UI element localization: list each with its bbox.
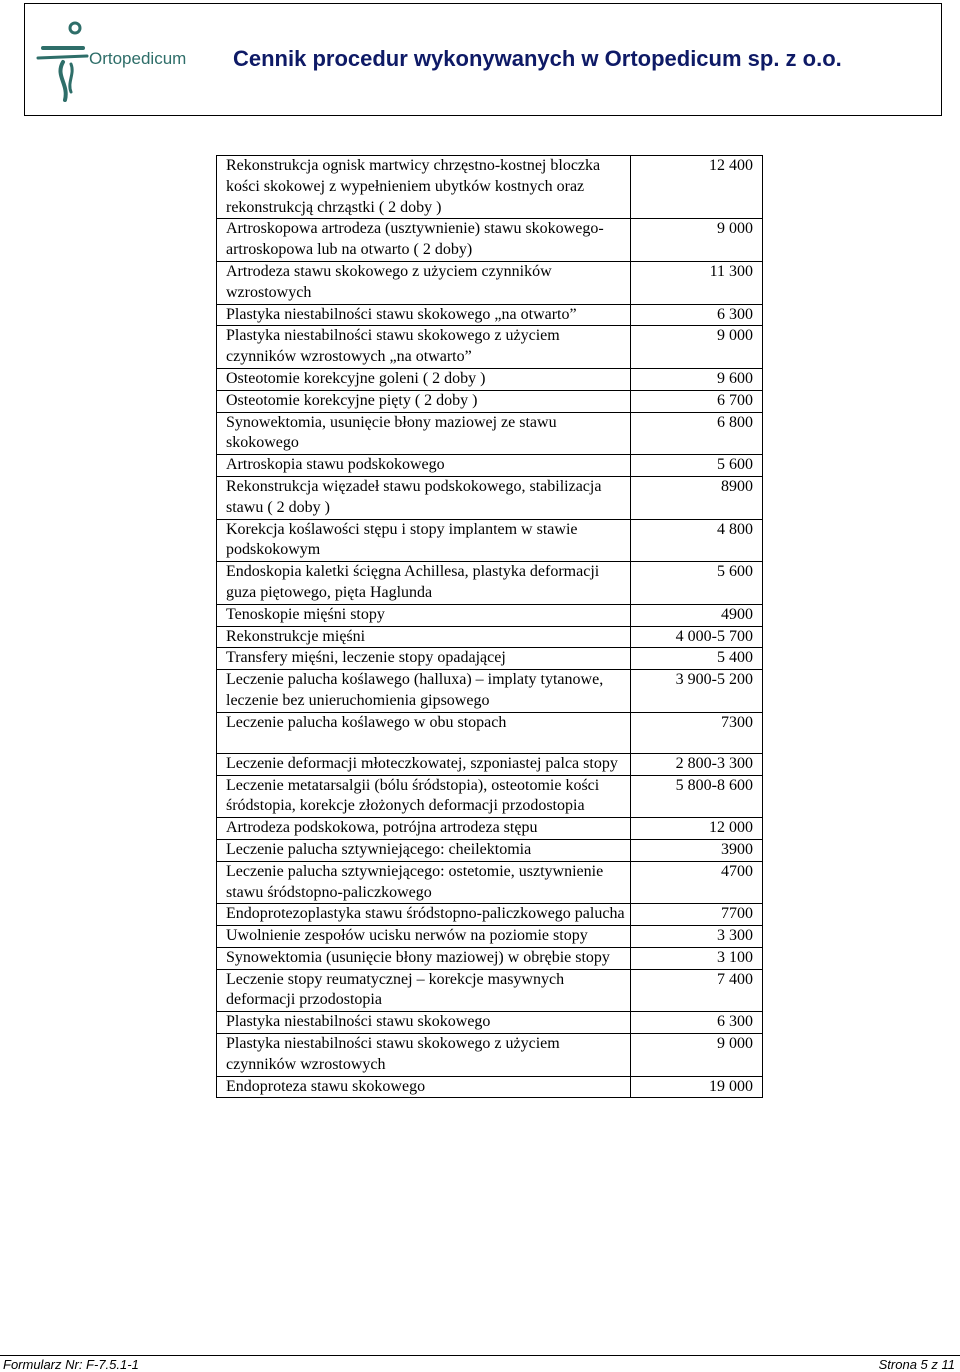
- procedure-cell: Korekcja koślawości stępu i stopy implantem w stawie podskokowym: [217, 519, 631, 562]
- table-row: [217, 390, 763, 412]
- procedure-cell: Artrodeza stawu skokowego z użyciem czynników wzrostowych: [217, 261, 631, 304]
- procedure-cell: Leczenie palucha koślawego (halluxa) – implaty tytanowe, leczenie bez unieruchomienia gipsowego: [217, 670, 631, 713]
- table-row: [217, 753, 763, 775]
- price-cell: 5 800-8 600: [631, 775, 763, 818]
- table-row: [217, 1034, 763, 1077]
- header-box: [24, 3, 942, 116]
- table-row: [217, 304, 763, 326]
- form-number: Formularz Nr: F-7.5.1-1: [3, 1357, 139, 1372]
- page-number: Strona 5 z 11: [878, 1357, 955, 1372]
- table-row: [217, 519, 763, 562]
- table-row: [217, 604, 763, 626]
- price-cell: 4700: [631, 861, 763, 904]
- table-row: [217, 712, 763, 753]
- price-cell: 3 300: [631, 926, 763, 948]
- price-cell: 4900: [631, 604, 763, 626]
- price-cell: 11 300: [631, 261, 763, 304]
- procedure-cell: Plastyka niestabilności stawu skokowego z użyciem czynników wzrostowych „na otwarto”: [217, 326, 631, 369]
- price-cell: 4 800: [631, 519, 763, 562]
- price-cell: 2 800-3 300: [631, 753, 763, 775]
- procedure-cell: Tenoskopie mięśni stopy: [217, 604, 631, 626]
- price-cell: 6 300: [631, 304, 763, 326]
- ortopedicum-logo: [35, 18, 195, 102]
- table-row: [217, 562, 763, 605]
- table-row: [217, 368, 763, 390]
- table-row: [217, 947, 763, 969]
- procedure-cell: Osteotomie korekcyjne goleni ( 2 doby ): [217, 368, 631, 390]
- price-cell: 3 900-5 200: [631, 670, 763, 713]
- procedure-cell: Uwolnienie zespołów ucisku nerwów na poziomie stopy: [217, 926, 631, 948]
- price-cell: 7300: [631, 712, 763, 753]
- logo-text: Ortopedicum: [89, 49, 187, 68]
- procedure-cell: Osteotomie korekcyjne pięty ( 2 doby ): [217, 390, 631, 412]
- price-cell: 9 000: [631, 326, 763, 369]
- price-cell: 6 800: [631, 412, 763, 455]
- procedure-cell: Transfery mięśni, leczenie stopy opadającej: [217, 648, 631, 670]
- price-cell: 19 000: [631, 1076, 763, 1098]
- procedure-cell: Leczenie palucha koślawego w obu stopach: [217, 712, 631, 753]
- price-cell: 9 600: [631, 368, 763, 390]
- table-row: [217, 861, 763, 904]
- procedure-cell: Synowektomia (usunięcie błony maziowej) w obrębie stopy: [217, 947, 631, 969]
- price-cell: 5 600: [631, 562, 763, 605]
- table-row: [217, 156, 763, 219]
- logo-figure-icon: [35, 18, 95, 102]
- price-cell: 7 400: [631, 969, 763, 1012]
- procedure-cell: Plastyka niestabilności stawu skokowego „na otwarto”: [217, 304, 631, 326]
- procedure-cell: Leczenie palucha sztywniejącego: cheilektomia: [217, 839, 631, 861]
- procedure-cell: Artroskopia stawu podskokowego: [217, 455, 631, 477]
- price-cell: 5 600: [631, 455, 763, 477]
- price-cell: 12 000: [631, 818, 763, 840]
- table-row: [217, 626, 763, 648]
- table-row: [217, 219, 763, 262]
- procedure-cell: Endoskopia kaletki ścięgna Achillesa, plastyka deformacji guza piętowego, pięta Haglunda: [217, 562, 631, 605]
- table-row: [217, 969, 763, 1012]
- price-cell: 8900: [631, 476, 763, 519]
- price-cell: 9 000: [631, 219, 763, 262]
- price-cell: 9 000: [631, 1034, 763, 1077]
- price-cell: 5 400: [631, 648, 763, 670]
- procedure-cell: Endoproteza stawu skokowego: [217, 1076, 631, 1098]
- table-row: [217, 261, 763, 304]
- table-row: [217, 326, 763, 369]
- procedure-cell: Plastyka niestabilności stawu skokowego z użyciem czynników wzrostowych: [217, 1034, 631, 1077]
- table-row: [217, 476, 763, 519]
- price-table: [216, 155, 763, 1098]
- procedure-cell: Leczenie stopy reumatycznej – korekcje masywnych deformacji przodostopia: [217, 969, 631, 1012]
- table-row: [217, 818, 763, 840]
- price-cell: 3900: [631, 839, 763, 861]
- table-row: [217, 926, 763, 948]
- table-row: [217, 412, 763, 455]
- footer-divider: [0, 1355, 960, 1356]
- procedure-cell: Artroskopowa artrodeza (usztywnienie) stawu skokowego- artroskopowa lub na otwarto ( 2 doby): [217, 219, 631, 262]
- price-cell: 12 400: [631, 156, 763, 219]
- table-row: [217, 1012, 763, 1034]
- procedure-cell: Rekonstrukcja ognisk martwicy chrzęstno-kostnej bloczka kości skokowej z wypełnieniem ubytków kostnych oraz rekonstrukcją chrząstki ( 2 doby ): [217, 156, 631, 219]
- page-title: Cennik procedur wykonywanych w Ortopedicum sp. z o.o.: [233, 46, 842, 71]
- table-row: [217, 1076, 763, 1098]
- table-row: [217, 455, 763, 477]
- procedure-cell: Synowektomia, usunięcie błony maziowej ze stawu skokowego: [217, 412, 631, 455]
- price-cell: 6 700: [631, 390, 763, 412]
- price-cell: 6 300: [631, 1012, 763, 1034]
- procedure-cell: Leczenie palucha sztywniejącego: ostetomie, usztywnienie stawu śródstopno-paliczkowego: [217, 861, 631, 904]
- table-row: [217, 670, 763, 713]
- table-row: [217, 648, 763, 670]
- table-row: [217, 775, 763, 818]
- table-row: [217, 904, 763, 926]
- procedure-cell: Leczenie deformacji młoteczkowatej, szponiastej palca stopy: [217, 753, 631, 775]
- procedure-cell: Endoprotezoplastyka stawu śródstopno-paliczkowego palucha: [217, 904, 631, 926]
- table-row: [217, 839, 763, 861]
- price-cell: 7700: [631, 904, 763, 926]
- price-cell: 3 100: [631, 947, 763, 969]
- procedure-cell: Leczenie metatarsalgii (bólu śródstopia), osteotomie kości śródstopia, korekcje złożonych deformacji przodostopia: [217, 775, 631, 818]
- procedure-cell: Artrodeza podskokowa, potrójna artrodeza stępu: [217, 818, 631, 840]
- procedure-cell: Rekonstrukcja więzadeł stawu podskokowego, stabilizacja stawu ( 2 doby ): [217, 476, 631, 519]
- procedure-cell: Plastyka niestabilności stawu skokowego: [217, 1012, 631, 1034]
- price-cell: 4 000-5 700: [631, 626, 763, 648]
- procedure-cell: Rekonstrukcje mięśni: [217, 626, 631, 648]
